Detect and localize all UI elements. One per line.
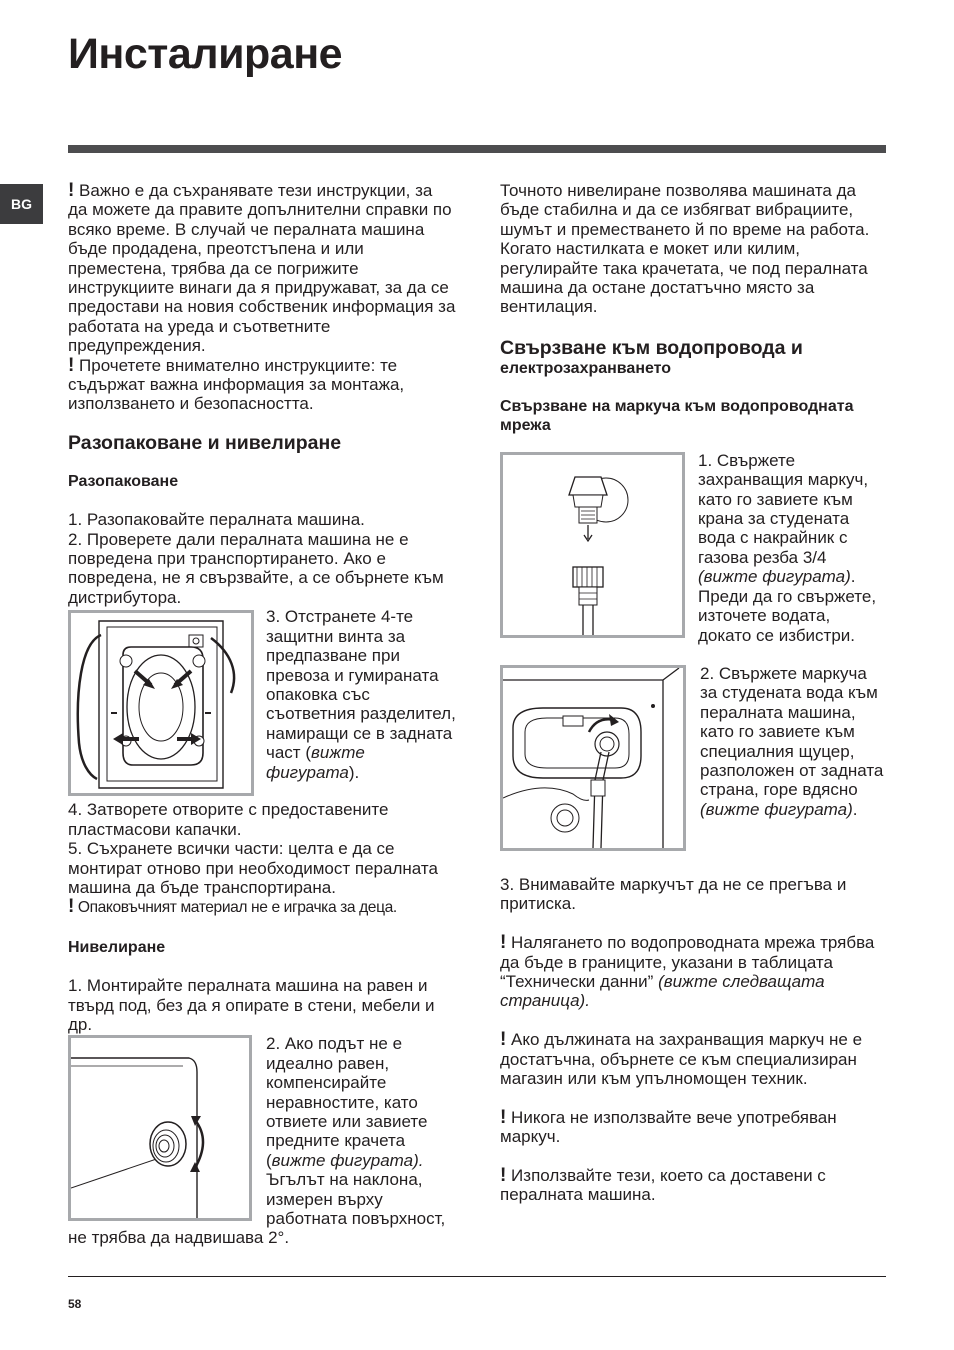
note-supplied-hose: ! Използвайте тези, което са доставени с пералната машина. xyxy=(500,1164,826,1205)
tap-hose-illustration xyxy=(503,455,682,635)
tap-connection-figure xyxy=(500,452,685,638)
unpack-step-5: 5. Съхранете всички части: целта е да се монтират отново при необходимост пералната машина да бъде транспортирана. xyxy=(68,839,438,897)
unpack-step-4: 4. Затворете отворите с предоставените пластмасови капачки. xyxy=(68,800,389,839)
heading-connect-sub: електрозахранването xyxy=(500,359,672,377)
rear-view-figure xyxy=(68,610,254,796)
note-pressure: ! Налягането по водопроводната мрежа трябва да бъде в границите, указани в таблицата “Технически данни” (вижте следващата страница). xyxy=(500,932,875,1011)
unpack-step-1: 1. Разопаковайте пералната машина. xyxy=(68,510,365,530)
page-number: 58 xyxy=(68,1297,82,1311)
footer-divider xyxy=(68,1276,886,1277)
hose-step-3: 3. Внимавайте маркучът да не се прегъва и притиска. xyxy=(500,874,847,914)
hose-step-2: 2. Свържете маркуча за студената вода към пералната машина, като го завиете към специалния щуцер, разположен от задната страна, горе вдясно (вижте фигурата). xyxy=(700,663,884,819)
unpack-step-3: 3. Отстранете 4-те защитни винта за предпазване при превоза и гумираната опаковка със съответния разделител, намиращи се в задната част (вижте фигурата). xyxy=(266,607,456,782)
leveling-foot-figure xyxy=(68,1035,252,1221)
left-column xyxy=(68,181,456,1248)
warning-mark: ! xyxy=(68,354,75,376)
warning-mark: ! xyxy=(500,932,507,954)
note-used-hose: ! Никога не използвайте вече употребяван маркуч. xyxy=(500,1106,837,1147)
warning-mark: ! xyxy=(68,896,74,918)
warning-mark: ! xyxy=(68,180,75,201)
hose-step-1: 1. Свържете захранващия маркуч, като го завиете към крана за студената вода с накрайник с газова резба 3/4 (вижте фигурата). Преди да го свържете, източете водата, докато се избистри. xyxy=(698,450,877,645)
unpack-step-2: 2. Проверете дали пералната машина не е повредена при транспортирането. Ако е повредена, не я свързвайте, а се обърнете към дистрибутора. xyxy=(68,529,444,607)
level-step-1: 1. Монтирайте пералната машина на равен и твърд под, без да я опирате в стени, мебели и др. xyxy=(68,976,435,1034)
intro-warning-text: Важно е да съхранявате тези инструкции, за да можете да правите допълнителни справки по всяко време. В случай че пералната машина бъде продадена, преотстъпена и или преместена, трябва да се погрижите инструкциите винаги да я придружават, за да се предостави на новия собственик информация за работата на уреда и съответните предупреждения. xyxy=(68,181,456,356)
washer-rear-illustration xyxy=(71,613,251,793)
heading-hose: Свързване на маркуча към водопроводната мрежа xyxy=(500,397,854,434)
right-column xyxy=(500,181,886,1205)
packaging-warning: ! Опаковъчният материал не е играчка за деца. xyxy=(68,896,397,918)
machine-inlet-illustration xyxy=(503,668,683,848)
warning-mark: ! xyxy=(500,1029,507,1051)
warning-mark: ! xyxy=(500,1164,507,1186)
heading-connect: Свързване към водопровода и xyxy=(500,336,803,359)
intro-read xyxy=(68,356,456,414)
heading-unpack: Разопаковане xyxy=(68,472,179,490)
header-divider xyxy=(68,145,886,153)
intro-warning xyxy=(68,181,456,356)
language-tab: BG xyxy=(0,184,43,224)
leveling-foot-illustration xyxy=(71,1038,249,1218)
note-hose-length: ! Ако дължината на захранващия маркуч не е достатъчна, обърнете се към специализиран магазин или към упълномощен техник. xyxy=(500,1029,863,1088)
heading-level: Нивелиране xyxy=(68,938,166,956)
page-title: Инсталиране xyxy=(68,30,343,78)
level-step-2: 2. Ако подът не е идеално равен, компенсирайте неравностите, като отвиете или завиете предните крачета (вижте фигурата). Ъгълът на наклона, измерен върху работната повърхност, не трябва да надвишава 2°. xyxy=(68,1034,446,1248)
intro-read-text: Прочетете внимателно инструкциите: те съдържат важна информация за монтажа, използването и безопасността. xyxy=(68,355,405,414)
heading-unpack-level: Разопаковане и нивелиране xyxy=(68,431,342,454)
leveling-explanation: Точното нивелиране позволява машината да бъде стабилна и да се избягват вибрациите, шумът и преместването й по време на работа. Когато настилката е мокет или килим, регулирайте така крачетата, че под пералната машина да остане достатъчно място за вентилация. xyxy=(500,181,870,317)
warning-mark: ! xyxy=(500,1106,507,1128)
machine-inlet-figure xyxy=(500,665,686,851)
